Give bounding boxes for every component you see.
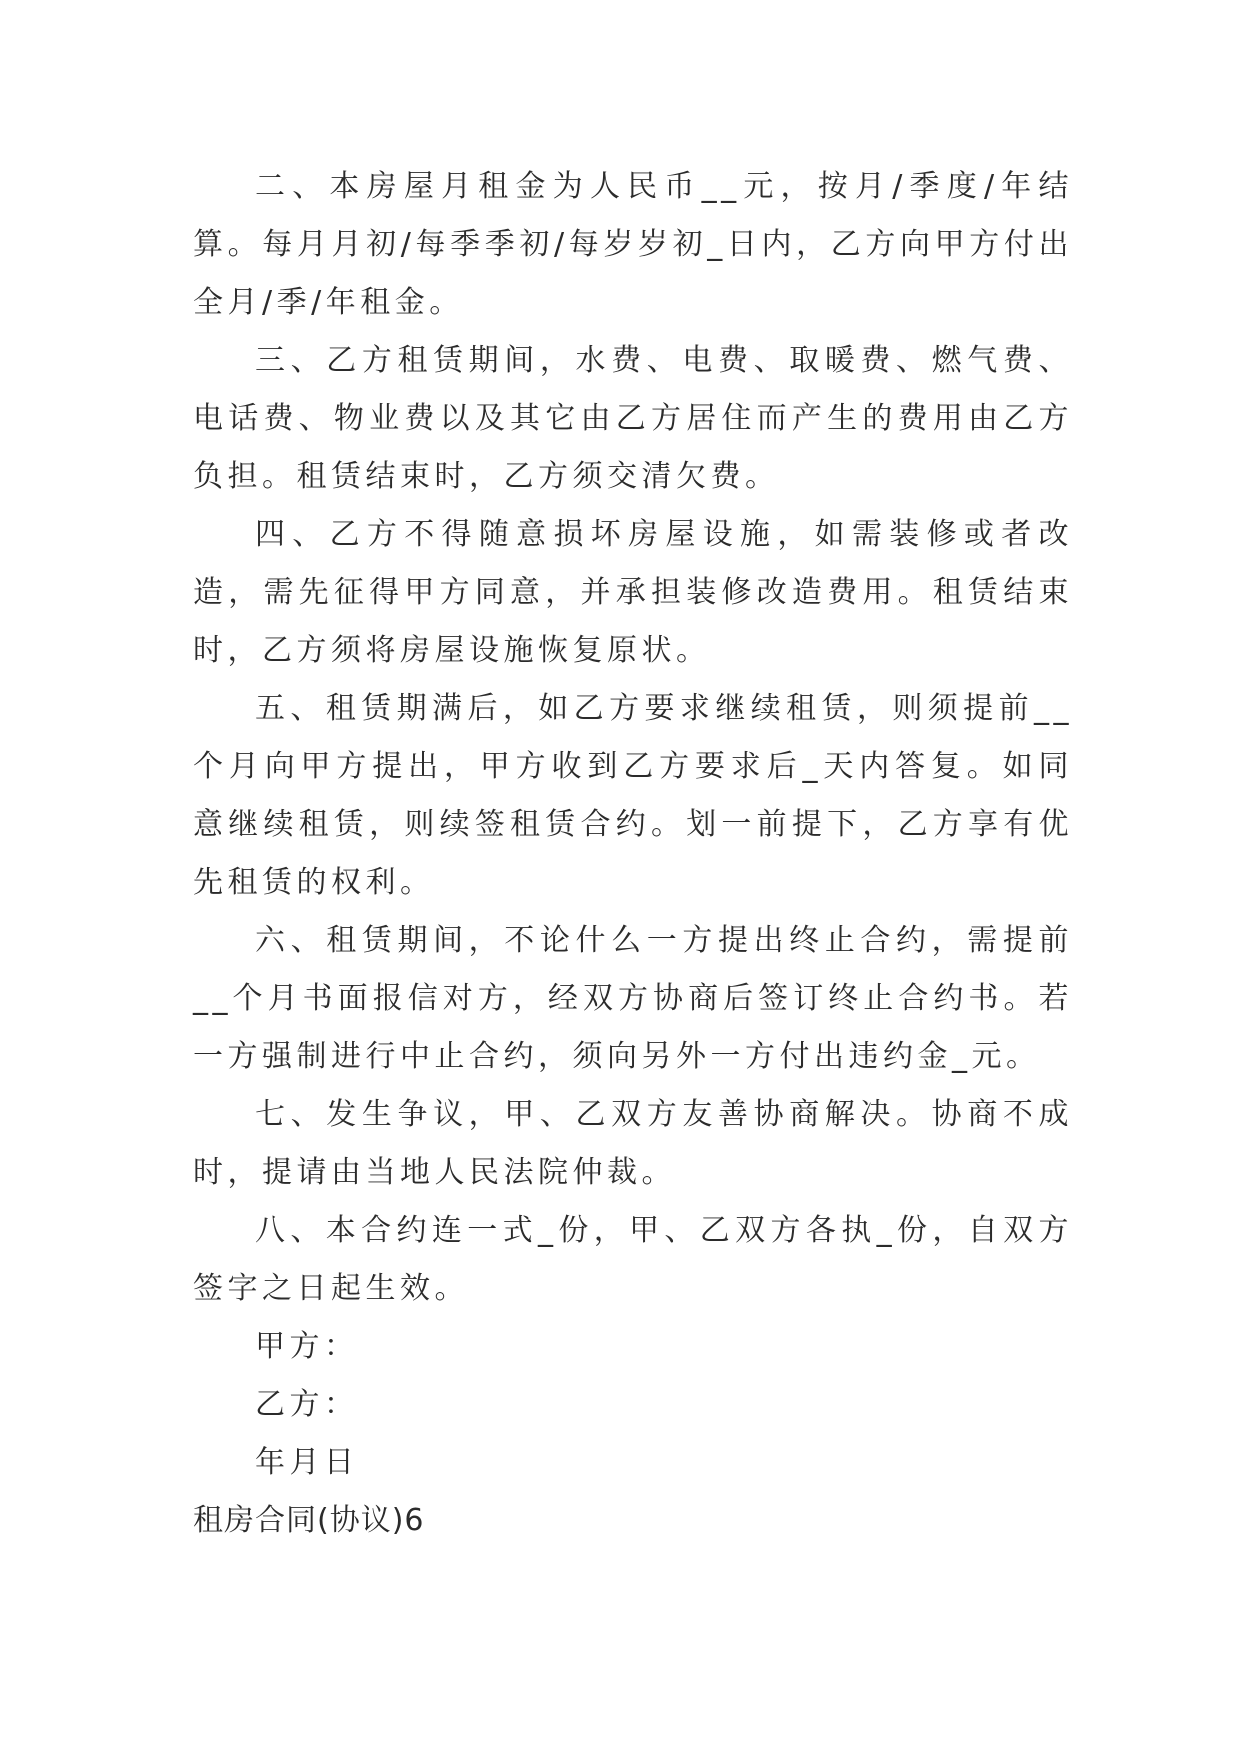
- clause-8: 八、本合约连一式_份，甲、乙双方各执_份，自双方签字之日起生效。: [193, 1213, 1073, 1306]
- party-a-signature: 甲方：: [255, 1329, 359, 1364]
- clause-7: 七、发生争议，甲、乙双方友善协商解决。协商不成时，提请由当地人民法院仲裁。: [193, 1097, 1073, 1190]
- clause-4: 四、乙方不得随意损坏房屋设施，如需装修或者改造，需先征得甲方同意，并承担装修改造费用。租赁结束时，乙方须将房屋设施恢复原状。: [193, 517, 1073, 668]
- clause-6: 六、租赁期间，不论什么一方提出终止合约，需提前__个月书面报信对方，经双方协商后签订终止合约书。若一方强制进行中止合约，须向另外一方付出违约金_元。: [193, 923, 1073, 1074]
- next-contract-title: 租房合同(协议)6: [193, 1503, 425, 1538]
- party-b-signature: 乙方：: [255, 1387, 359, 1422]
- clause-3: 三、乙方租赁期间，水费、电费、取暖费、燃气费、电话费、物业费以及其它由乙方居住而产生的费用由乙方负担。租赁结束时，乙方须交清欠费。: [193, 343, 1073, 494]
- signature-date: 年月日: [255, 1445, 359, 1480]
- clause-2: 二、本房屋月租金为人民币__元，按月/季度/年结算。每月月初/每季季初/每岁岁初_日内，乙方向甲方付出全月/季/年租金。: [193, 169, 1073, 320]
- clause-5: 五、租赁期满后，如乙方要求继续租赁，则须提前__个月向甲方提出，甲方收到乙方要求后_天内答复。如同意继续租赁，则续签租赁合约。划一前提下，乙方享有优先租赁的权利。: [193, 691, 1073, 900]
- contract-body: [193, 158, 1073, 1550]
